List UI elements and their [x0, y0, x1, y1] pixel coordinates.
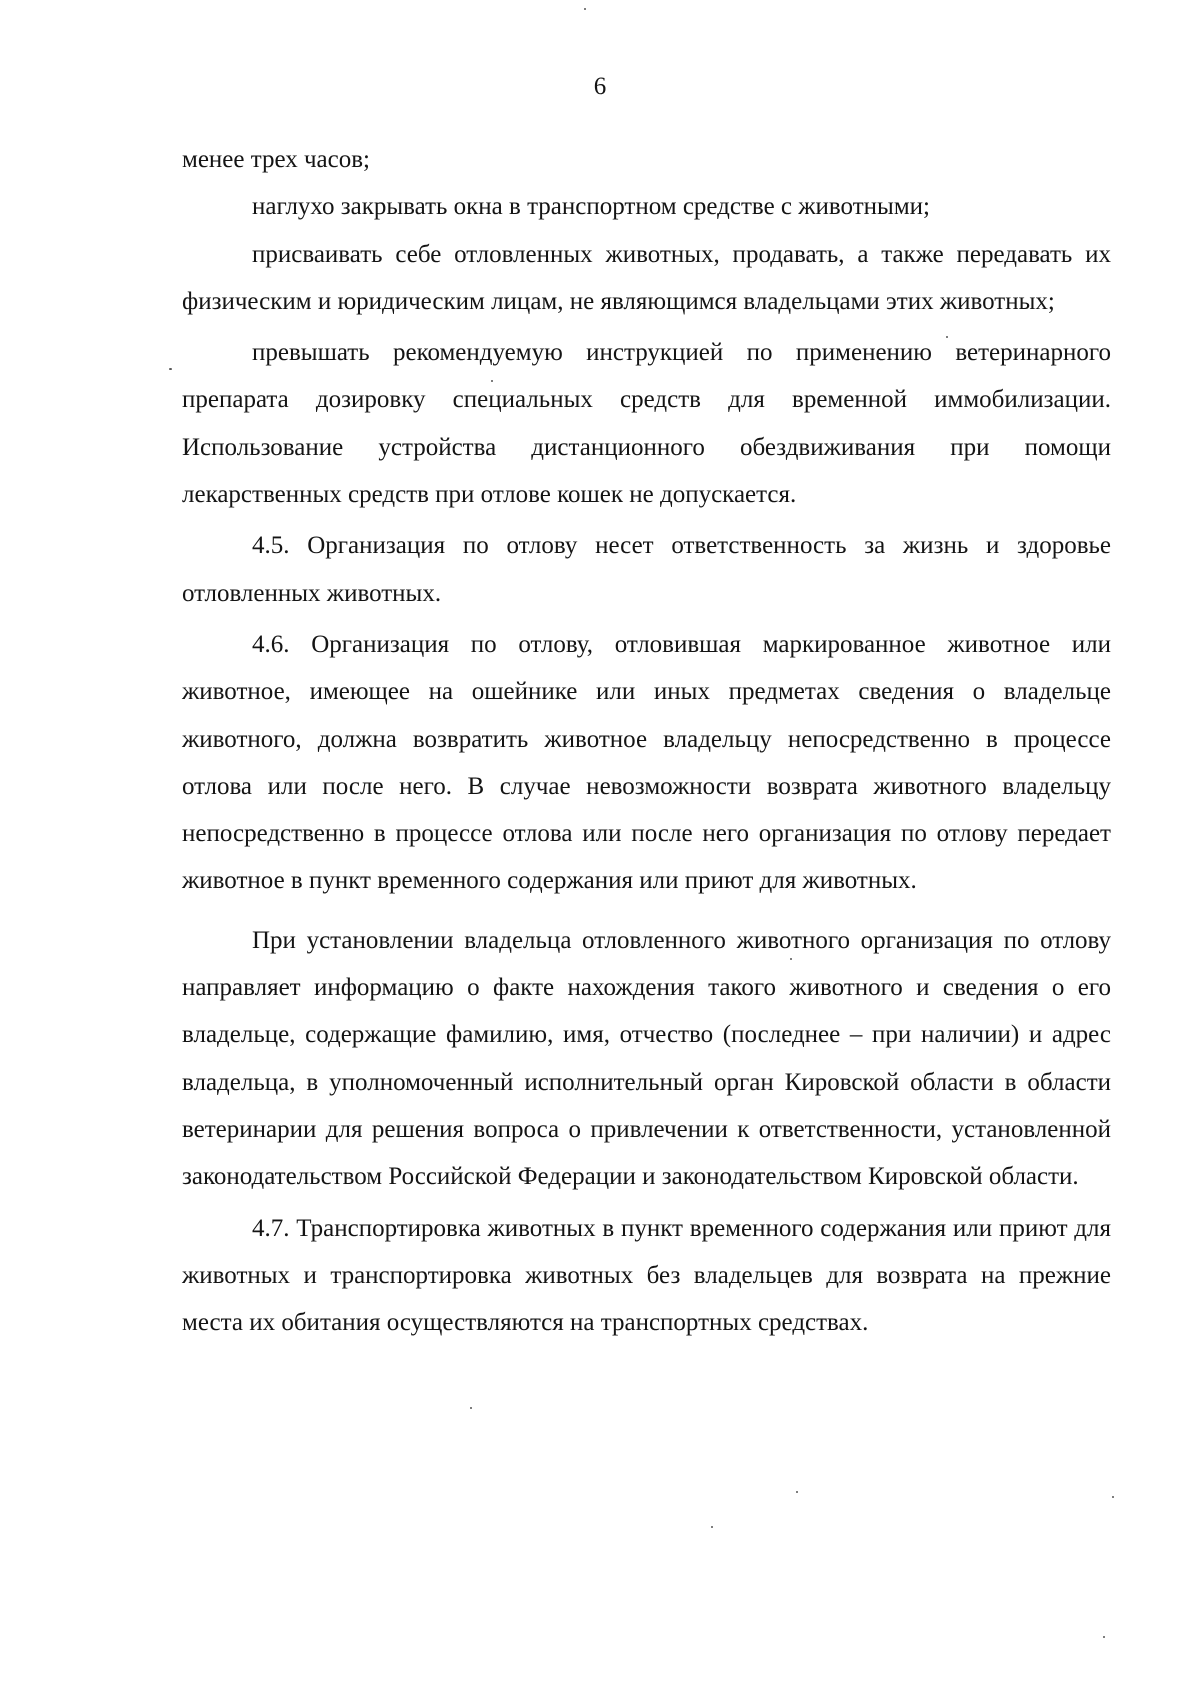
paragraph-appropriate-animals: присваивать себе отловленных животных, продавать, а также передавать их физическим и юридическим лицам, не являющимся владельцами этих животных; — [182, 240, 1111, 315]
scan-speck — [470, 1407, 472, 1409]
scan-speck — [491, 380, 493, 382]
paragraph-owner-identified: При установлении владельца отловленного животного организация по отлову направляет информацию о факте нахождения такого животного и сведения о его владельце, содержащие фамилию, имя, отчество (последнее – при наличии) и адрес владельца, в уполномоченный исполнительный орган Кировской области в области ветеринарии для решения вопроса о привлечении к ответственности, установленной законодательством Российской Федерации и законодательством Кировской области. — [182, 926, 1111, 1191]
scan-speck — [946, 336, 948, 338]
document-body — [182, 136, 1111, 1346]
paragraph-4-7: 4.7. Транспортировка животных в пункт временного содержания или приют для животных и транспортировка животных без владельцев для возврата на прежние места их обитания осуществляются на транспортных средствах. — [182, 1214, 1111, 1337]
scan-speck — [1112, 1496, 1114, 1498]
scan-speck — [790, 958, 792, 960]
scan-speck — [711, 1526, 713, 1528]
paragraph-4-6: 4.6. Организация по отлову, отловившая маркированное животное или животное, имеющее на ошейнике или иных предметах сведения о владельце животного, должна возвратить животное владельцу непосредственно в процессе отлова или после него. В случае невозможности возврата животного владельцу непосредственно в процессе отлова или после него организация по отлову передает животное в пункт временного содержания или приют для животных. — [182, 630, 1111, 895]
page-number: 6 — [593, 73, 607, 100]
paragraph-close-windows: наглухо закрывать окна в транспортном средстве с животными; — [252, 193, 930, 221]
scan-speck — [1103, 1636, 1105, 1638]
paragraph-dosage: превышать рекомендуемую инструкцией по применению ветеринарного препарата дозировку специальных средств для временной иммобилизации. Использование устройства дистанционного обездвиживания при помощи лекарственных средств при отлове кошек не допускается. — [182, 339, 1111, 509]
paragraph-continuation: менее трех часов; — [182, 146, 371, 173]
scan-speck — [584, 8, 586, 10]
scan-speck — [796, 1491, 798, 1493]
scan-speck — [169, 368, 172, 370]
paragraph-4-5: 4.5. Организация по отлову несет ответственность за жизнь и здоровье отловленных животных. — [182, 532, 1111, 607]
